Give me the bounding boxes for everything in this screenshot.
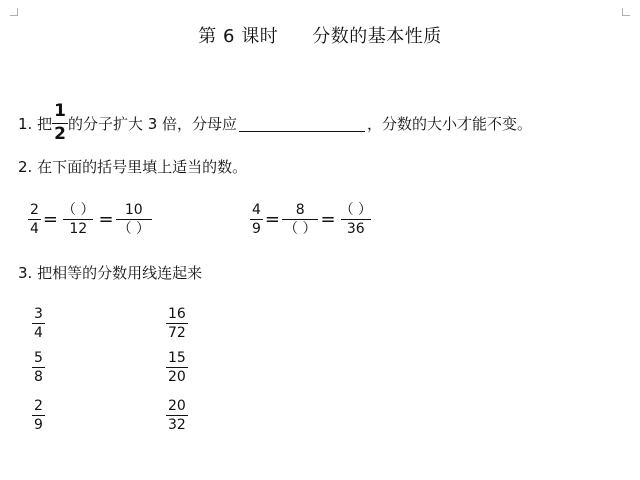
q1-suffix: ，分数的大小才能不变。: [367, 114, 533, 133]
fraction-denominator: 9: [252, 221, 261, 238]
fraction-numerator: 10: [124, 202, 143, 218]
match-left-1[interactable]: [32, 306, 45, 341]
q3-text: 3. 把相等的分数用线连起来: [18, 264, 203, 282]
fraction-denominator: 12: [63, 219, 93, 237]
match-right-1[interactable]: [166, 306, 188, 341]
page-title: [0, 22, 640, 48]
equals-sign: =: [320, 209, 336, 231]
page-corner-mark-left: [10, 8, 18, 16]
q2-equation-1: [28, 202, 152, 237]
q1-prefix: 1. 把: [18, 114, 53, 133]
q2-eq1-fraction-1: [28, 202, 41, 237]
q2-eq2-fraction-2[interactable]: [282, 202, 318, 237]
q1-fraction: [52, 102, 68, 144]
match-right-2[interactable]: [166, 350, 188, 385]
q1-fraction-numerator: 1: [54, 101, 66, 121]
match-right-3[interactable]: [166, 398, 188, 433]
fraction-numerator-blank[interactable]: （ ）: [62, 202, 95, 218]
equals-sign: =: [264, 209, 281, 231]
fraction-numerator: 2: [34, 398, 43, 414]
page-corner-mark-right: [622, 8, 630, 16]
fraction-denominator: 9: [34, 417, 43, 434]
fraction-numerator: 20: [168, 398, 186, 414]
fraction-denominator: 8: [34, 369, 43, 386]
lesson-topic: 分数的基本性质: [312, 26, 442, 47]
fraction-denominator: 32: [168, 417, 186, 434]
q2-eq1-fraction-2[interactable]: [60, 202, 96, 237]
fraction-numerator: 15: [168, 350, 186, 366]
fraction-numerator: 3: [34, 306, 43, 322]
question-2: [18, 156, 247, 177]
fraction-denominator: 20: [168, 369, 186, 386]
q1-fraction-denominator: 2: [54, 123, 66, 144]
q1-answer-blank[interactable]: [239, 115, 365, 132]
equals-sign: =: [42, 209, 59, 231]
match-left-2[interactable]: [32, 350, 45, 385]
fraction-numerator: 2: [30, 202, 39, 218]
fraction-numerator-blank[interactable]: （ ）: [339, 202, 373, 218]
fraction-numerator: 5: [34, 350, 43, 366]
question-3: [18, 262, 202, 283]
equals-sign: =: [98, 209, 114, 231]
q1-middle: 的分子扩大 3 倍，分母应: [67, 114, 238, 133]
fraction-denominator: 4: [30, 221, 39, 238]
q2-equation-2: [250, 202, 374, 237]
lesson-number: 第 6 课时: [198, 26, 279, 47]
fraction-denominator: 4: [34, 325, 43, 342]
match-left-3[interactable]: [32, 398, 45, 433]
q2-eq2-fraction-3[interactable]: [338, 202, 374, 237]
fraction-denominator-blank[interactable]: （ ）: [284, 221, 317, 238]
q2-eq1-fraction-3[interactable]: [116, 202, 152, 237]
fraction-numerator: 16: [168, 306, 186, 322]
q2-text: 2. 在下面的括号里填上适当的数。: [18, 158, 248, 176]
fraction-numerator: 8: [295, 202, 305, 218]
q2-eq2-fraction-1: [250, 202, 263, 237]
fraction-numerator: 4: [252, 202, 261, 218]
fraction-denominator: 36: [341, 219, 371, 237]
fraction-denominator: 72: [168, 325, 186, 342]
question-1: [18, 102, 532, 144]
fraction-denominator-blank[interactable]: （ ）: [117, 221, 151, 238]
